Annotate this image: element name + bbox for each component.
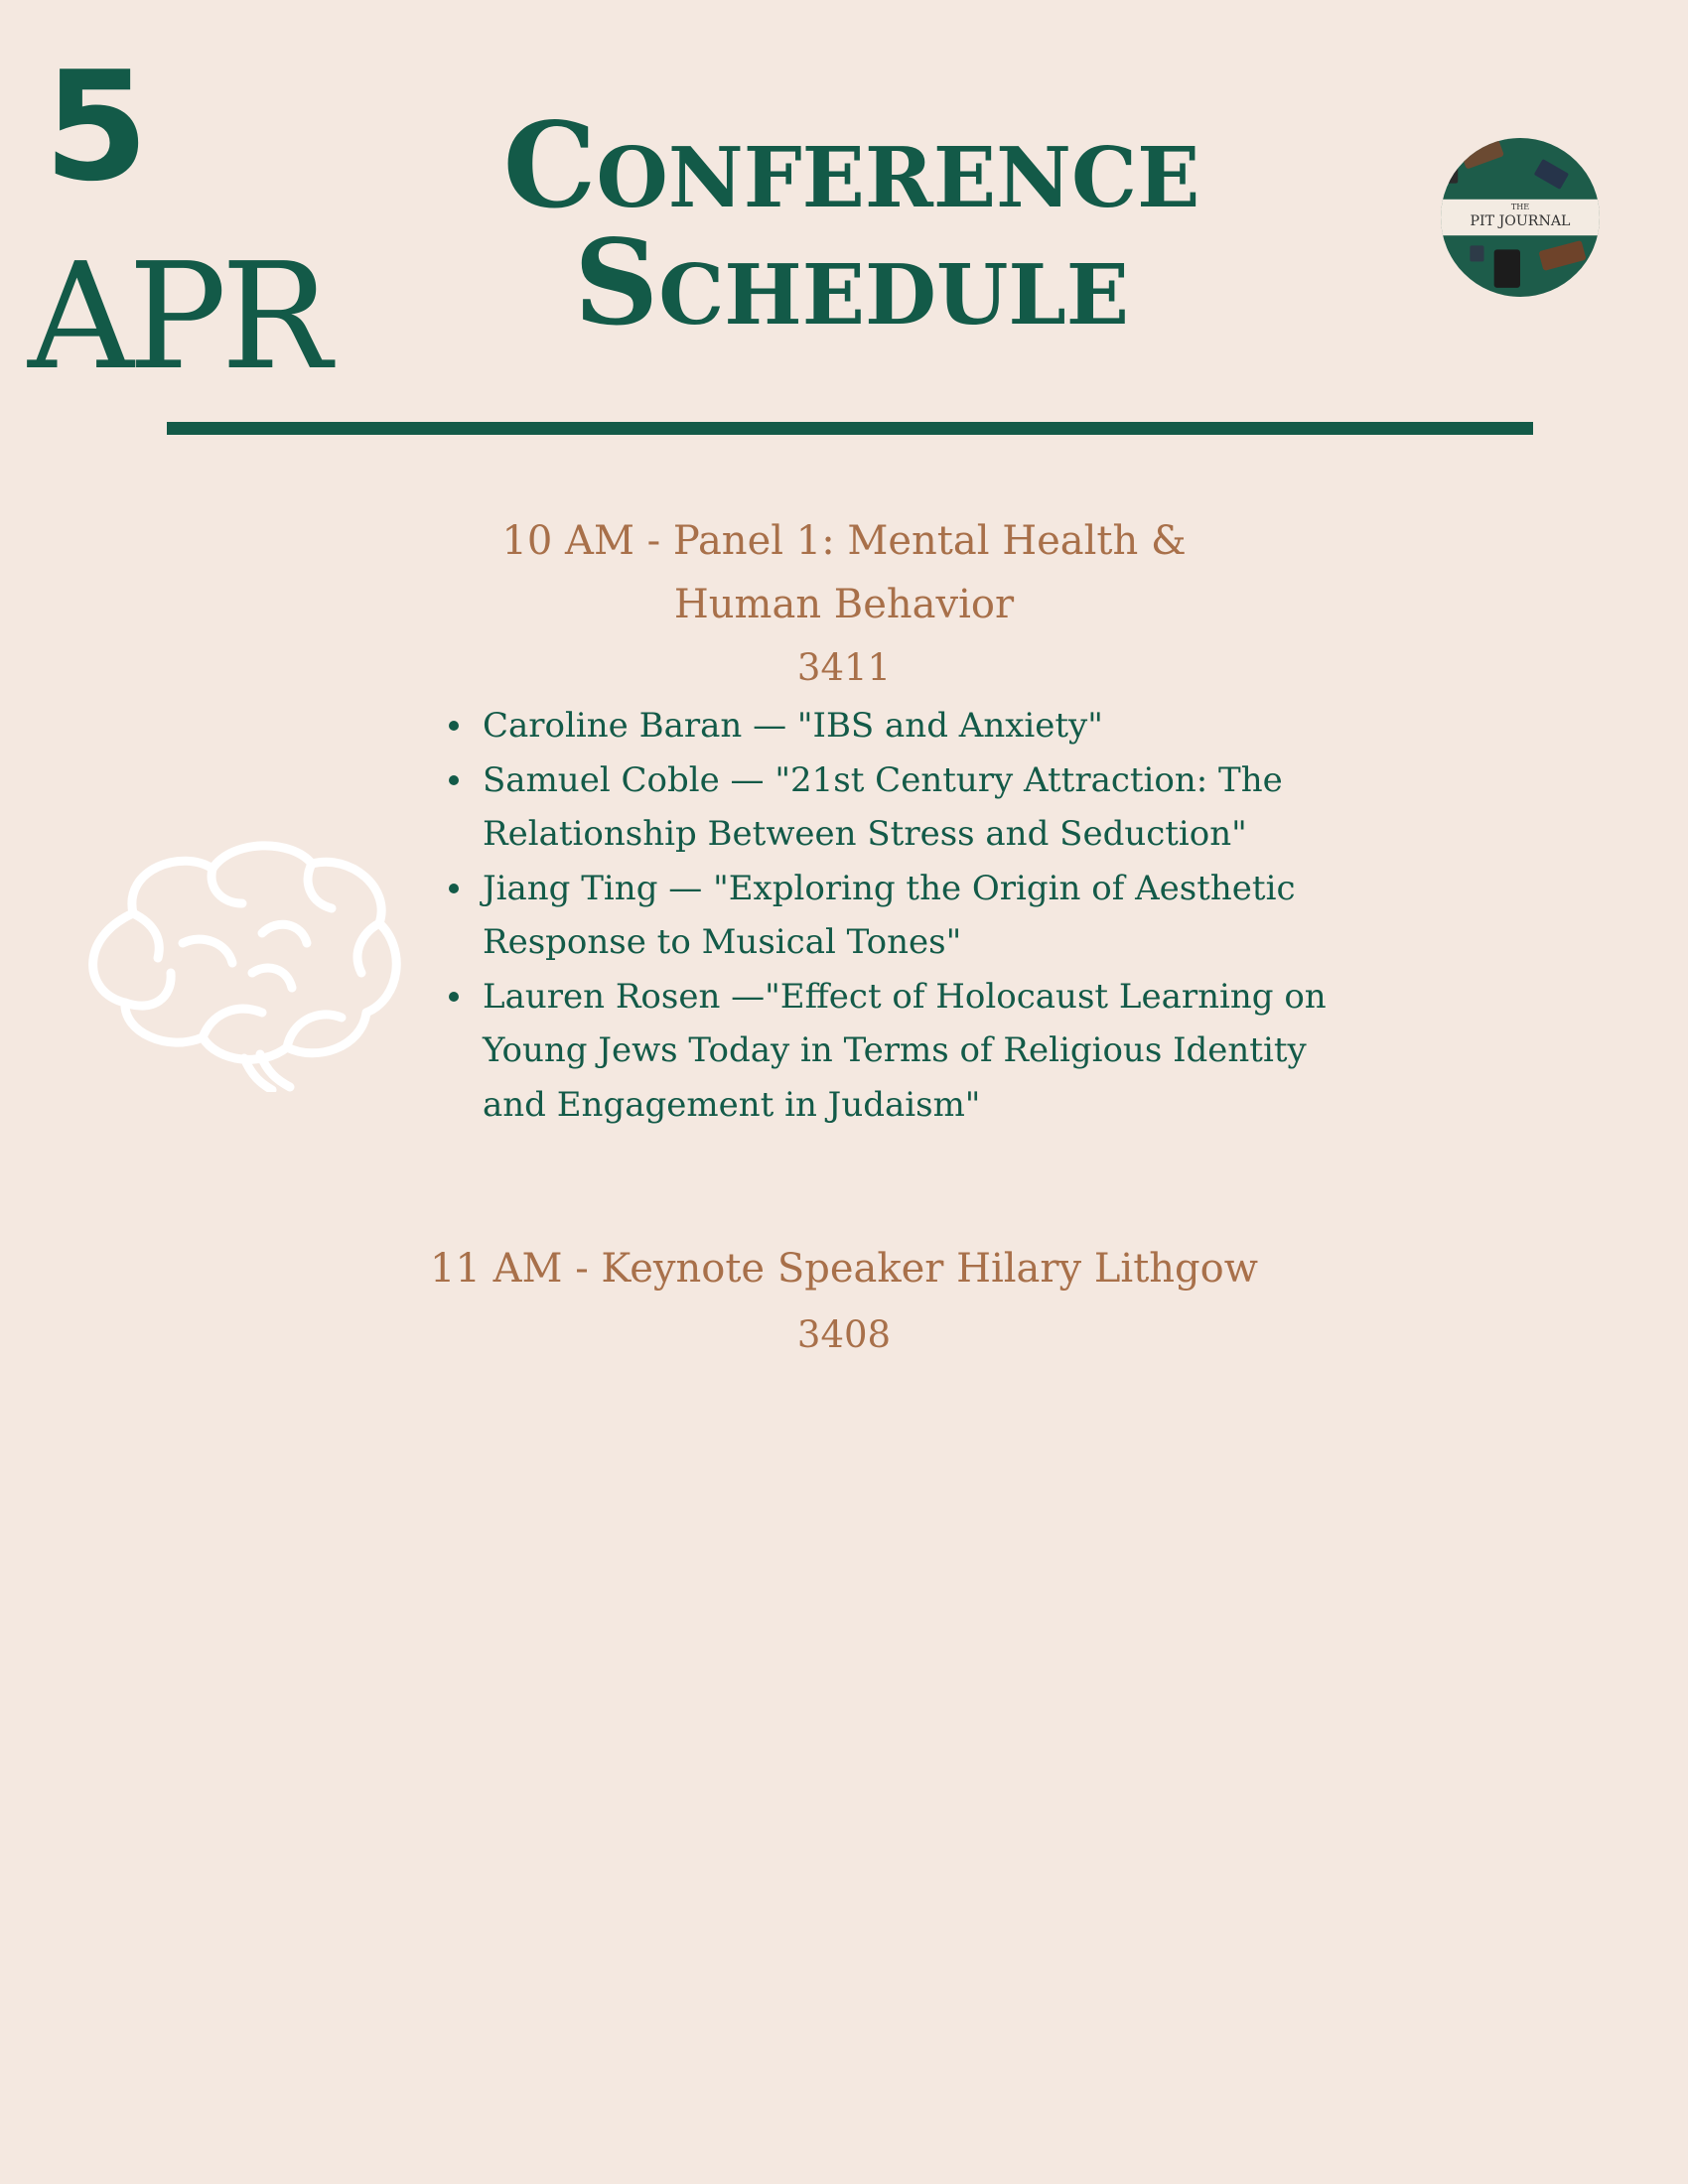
session-1-room: 3411: [796, 646, 892, 689]
session-2-room: 3408: [796, 1313, 892, 1356]
header-divider: [167, 422, 1533, 435]
page-title: [357, 96, 1345, 351]
date-month: APR: [28, 231, 326, 402]
title-line-1: Conference: [502, 96, 1200, 234]
title-line-2: Schedule: [574, 213, 1129, 351]
date-day: 5: [44, 39, 145, 214]
session-1-title: Human Behavior: [673, 582, 1015, 627]
session-2-time: 11 AM - Keynote Speaker Hilary Lithgow: [430, 1246, 1258, 1292]
talk-text: Caroline Baran — "IBS and Anxiety": [483, 706, 1103, 746]
talk-item: [437, 970, 1331, 1133]
talk-text: Jiang Ting — "Exploring the Origin of Aesthetic Response to Musical Tones": [483, 868, 1296, 962]
bullet: [449, 721, 459, 731]
talk-item: [437, 699, 1331, 753]
logo-text: PIT JOURNAL: [1470, 213, 1571, 230]
session-1-talk-list: [437, 699, 1331, 1132]
talk-text: Lauren Rosen —"Effect of Holocaust Learning on Young Jews Today in Terms of Religious Identity and Engagement in Judaism": [483, 976, 1327, 1125]
bullet: [449, 992, 459, 1002]
talk-text: Samuel Coble — "21st Century Attraction: The Relationship Between Stress and Seduction": [483, 759, 1283, 854]
session-1-time: 10 AM - Panel 1: Mental Health &: [501, 518, 1187, 564]
logo-small-text: THE: [1510, 201, 1530, 211]
bullet: [449, 884, 459, 893]
talk-item: [437, 862, 1331, 970]
bullet: [449, 775, 459, 785]
pit-journal-logo: [1440, 137, 1601, 298]
talk-item: [437, 753, 1331, 862]
brain-icon: [64, 824, 411, 1092]
